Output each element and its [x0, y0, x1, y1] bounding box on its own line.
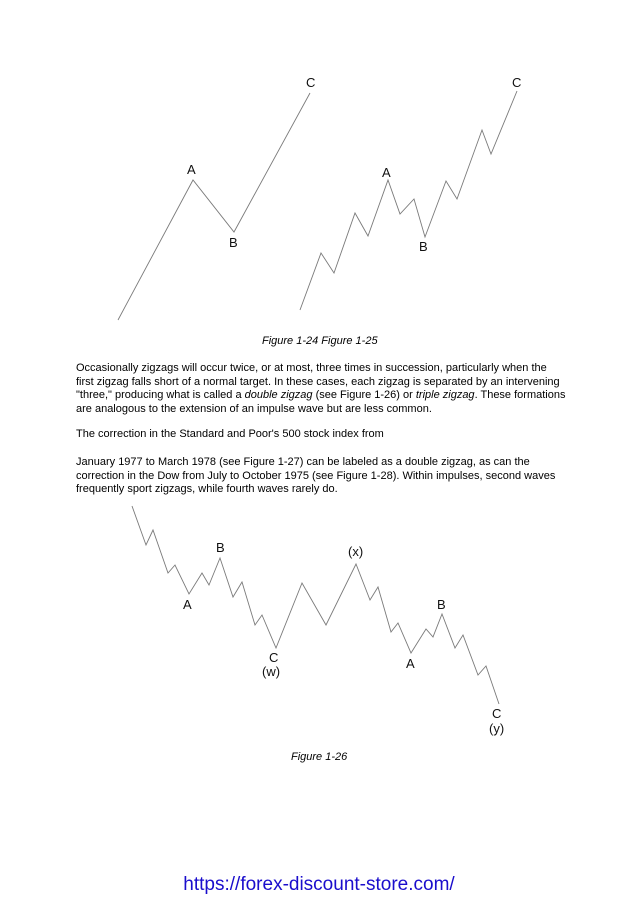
wave-label-c1: C	[269, 650, 279, 665]
wave-label-b2: B	[437, 597, 446, 612]
wave-label-b-right: B	[419, 239, 428, 254]
paragraph-double-zigzag: Occasionally zigzags will occur twice, or at most, three times in succession, particularly when the first zigzag falls short of a normal target. In these cases, each zigzag is separated by an intervening "three," producing what is called a double zigzag (see Figure 1-26) or triple zigzag. These formations are analogous to the extension of an impulse wave but are less common.	[76, 362, 566, 415]
term-double-zigzag: double zigzag	[244, 389, 313, 401]
wave-label-w: (w)	[262, 664, 281, 679]
wave-label-x: (x)	[348, 544, 364, 559]
term-triple-zigzag: triple zigzag	[415, 389, 475, 401]
footer-url-link[interactable]: https://forex-discount-store.com/	[183, 874, 455, 895]
figure-caption-top: Figure 1-24 Figure 1-25	[262, 335, 378, 347]
wave-label-a1: A	[183, 597, 192, 612]
wave-label-c-left: C	[306, 75, 316, 90]
wave-label-b1: B	[216, 540, 225, 555]
wave-label-a-left: A	[187, 162, 196, 177]
figure-caption-bottom: Figure 1-26	[291, 751, 348, 763]
wave-label-a-right: A	[382, 165, 391, 180]
wave-label-c2: C	[492, 706, 502, 721]
wave-label-c-right: C	[512, 75, 522, 90]
paragraph-dow-correction: January 1977 to March 1978 (see Figure 1-27) can be labeled as a double zigzag, as can the correction in the Dow from July to October 1975 (see Figure 1-28). Within impulses, second waves frequently sport zigzags, while fourth waves rarely do.	[76, 456, 556, 495]
wave-label-y: (y)	[489, 721, 505, 736]
wave-label-b-left: B	[229, 235, 238, 250]
wave-label-a2: A	[406, 656, 415, 671]
paragraph-sp500: The correction in the Standard and Poor's 500 stock index from	[76, 428, 384, 440]
